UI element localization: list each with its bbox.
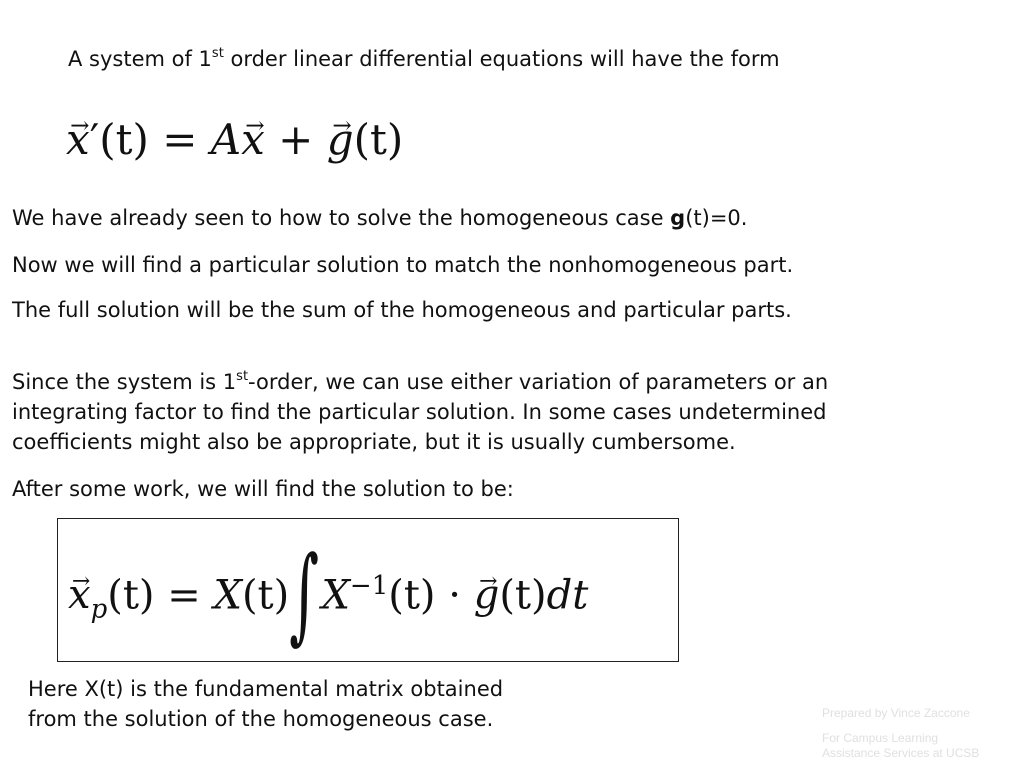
method-text-line2: integrating factor to find the particular solution. In some cases undetermined bbox=[12, 400, 827, 424]
particular-text: Now we will find a particular solution to match the nonhomogeneous part. bbox=[12, 253, 794, 277]
fundamental-matrix: X bbox=[213, 572, 242, 619]
g-vector: → g bbox=[327, 112, 354, 168]
x-vector: → x bbox=[66, 112, 90, 168]
intro-text: A system of 1st order linear differential equations will have the form bbox=[68, 46, 780, 71]
inverse-matrix: X bbox=[321, 572, 350, 619]
method-text-line1: Since the system is 1st-order, we can use either variation of parameters or an bbox=[12, 369, 829, 394]
fundamental-matrix-note-line1: Here X(t) is the fundamental matrix obtained bbox=[28, 677, 504, 701]
g-vector-integrand: → g bbox=[474, 565, 500, 625]
prepared-by-credit: Prepared by Vince Zaccone bbox=[822, 706, 970, 720]
organization-credit-line2: Assistance Services at UCSB bbox=[822, 746, 980, 760]
after-work-text: After some work, we will find the solution to be: bbox=[12, 477, 514, 501]
method-text-line3: coefficients might also be appropriate, but it is usually cumbersome. bbox=[12, 430, 736, 454]
xp-vector: → x bbox=[68, 565, 91, 625]
organization-credit-line1: For Campus Learning bbox=[822, 731, 939, 745]
fundamental-matrix-note-line2: from the solution of the homogeneous case. bbox=[28, 707, 494, 731]
homogeneous-text: We have already seen to how to solve the homogeneous case g(t)=0. bbox=[12, 206, 748, 230]
particular-solution-equation: → $x_p(t) = X(t)\int X^{-1}(t)$ · → g(t)dt bbox=[68, 556, 588, 639]
matrix-a: A bbox=[210, 115, 242, 164]
system-equation: → x′(t) = A→ x + → g(t) bbox=[66, 112, 403, 168]
x-vector-rhs: → x bbox=[241, 112, 265, 168]
full-solution-text: The full solution will be the sum of the homogeneous and particular parts. bbox=[12, 298, 792, 322]
